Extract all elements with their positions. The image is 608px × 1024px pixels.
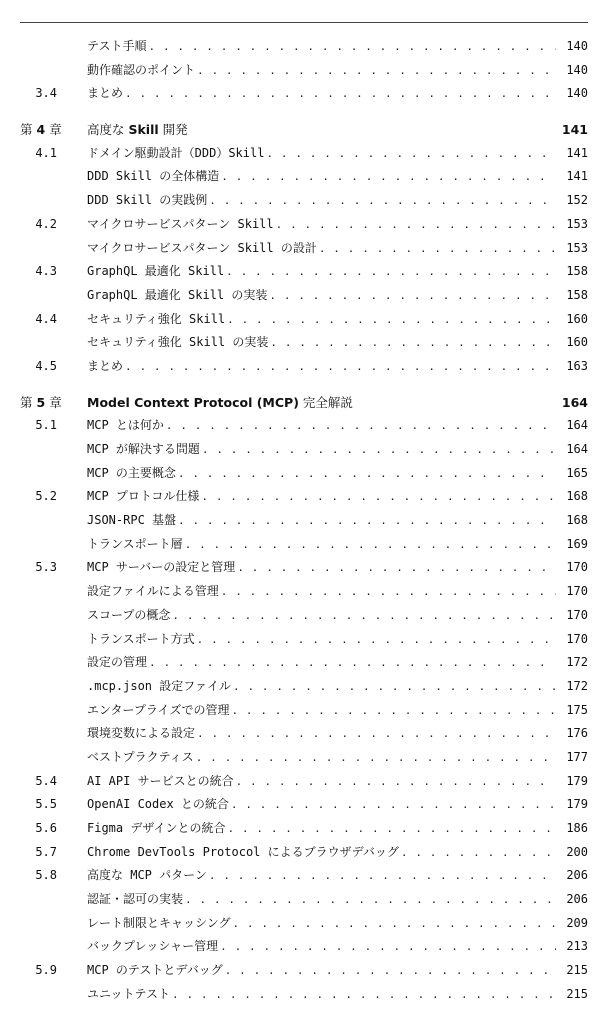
section-number: 4.2 bbox=[35, 216, 57, 231]
toc-subsection-row[interactable] bbox=[0, 746, 608, 770]
toc-section-row[interactable] bbox=[0, 770, 608, 794]
entry-title: MCP とは何か bbox=[87, 414, 166, 438]
page-number: 168 bbox=[556, 485, 588, 509]
page-number: 209 bbox=[556, 912, 588, 936]
toc-section-row[interactable] bbox=[0, 260, 608, 284]
dot-leader bbox=[149, 35, 556, 59]
dot-leader bbox=[231, 699, 556, 723]
dot-leader bbox=[226, 260, 556, 284]
page-number: 169 bbox=[556, 533, 588, 557]
toc-section-row[interactable] bbox=[0, 142, 608, 166]
entry-title: ドメイン駆動設計（DDD）Skill bbox=[87, 142, 266, 166]
toc-section-row[interactable] bbox=[0, 414, 608, 438]
page-number: 172 bbox=[556, 651, 588, 675]
dot-leader bbox=[172, 983, 556, 1007]
page-number: 179 bbox=[556, 770, 588, 794]
page-number: 168 bbox=[556, 509, 588, 533]
section-number: 4.4 bbox=[35, 311, 57, 326]
page-number: 179 bbox=[556, 793, 588, 817]
dot-leader bbox=[197, 59, 556, 83]
entry-title: マイクロサービスパターン Skill の設計 bbox=[87, 237, 319, 261]
dot-leader bbox=[236, 770, 556, 794]
section-number: 5.2 bbox=[35, 489, 57, 504]
page-number: 164 bbox=[556, 391, 588, 415]
page-number: 152 bbox=[556, 189, 588, 213]
chapter-title: Model Context Protocol (MCP) 完全解説 bbox=[87, 391, 355, 415]
toc-section-row[interactable] bbox=[0, 864, 608, 888]
page-number: 165 bbox=[556, 462, 588, 486]
entry-title: AI API サービスとの統合 bbox=[87, 770, 236, 794]
toc-subsection-row[interactable] bbox=[0, 888, 608, 912]
entry-title: MCP の主要概念 bbox=[87, 462, 178, 486]
toc-section-row[interactable] bbox=[0, 213, 608, 237]
page-number: 140 bbox=[556, 35, 588, 59]
toc-chapter-row[interactable] bbox=[0, 391, 608, 415]
section-number: 5.1 bbox=[35, 418, 57, 433]
entry-title: MCP のテストとデバッグ bbox=[87, 959, 225, 983]
entry-title: GraphQL 最適化 Skill の実装 bbox=[87, 284, 269, 308]
dot-leader bbox=[185, 888, 556, 912]
page-number: 177 bbox=[556, 746, 588, 770]
page-number: 158 bbox=[556, 260, 588, 284]
toc-section-row[interactable] bbox=[0, 485, 608, 509]
chapter-title: 高度な Skill 開発 bbox=[87, 118, 190, 142]
dot-leader bbox=[227, 308, 556, 332]
page-number: 215 bbox=[556, 959, 588, 983]
page-number: 200 bbox=[556, 841, 588, 865]
page-number: 158 bbox=[556, 284, 588, 308]
toc-section-row[interactable] bbox=[0, 355, 608, 379]
entry-title: .mcp.json 設定ファイル bbox=[87, 675, 233, 699]
toc-subsection-row[interactable] bbox=[0, 59, 608, 83]
dot-leader bbox=[125, 355, 556, 379]
section-number: 5.7 bbox=[35, 844, 57, 859]
toc-section-row[interactable] bbox=[0, 841, 608, 865]
dot-leader bbox=[166, 414, 556, 438]
page-number: 140 bbox=[556, 82, 588, 106]
toc-subsection-row[interactable] bbox=[0, 912, 608, 936]
toc-subsection-row[interactable] bbox=[0, 628, 608, 652]
entry-title: まとめ bbox=[87, 82, 125, 106]
entry-title: 設定ファイルによる管理 bbox=[87, 580, 221, 604]
dot-leader bbox=[178, 462, 556, 486]
toc-section-row[interactable] bbox=[0, 308, 608, 332]
dot-leader bbox=[178, 509, 556, 533]
toc-section-row[interactable] bbox=[0, 817, 608, 841]
entry-title: テスト手順 bbox=[87, 35, 149, 59]
entry-title: MCP サーバーの設定と管理 bbox=[87, 556, 237, 580]
dot-leader bbox=[185, 533, 556, 557]
page-number: 163 bbox=[556, 355, 588, 379]
toc-subsection-row[interactable] bbox=[0, 237, 608, 261]
entry-title: バックプレッシャー管理 bbox=[87, 935, 220, 959]
dot-leader bbox=[220, 935, 556, 959]
dot-leader bbox=[201, 485, 556, 509]
entry-title: セキュリティ強化 Skill の実装 bbox=[87, 331, 270, 355]
dot-leader bbox=[319, 237, 556, 261]
toc-subsection-row[interactable] bbox=[0, 675, 608, 699]
dot-leader bbox=[197, 628, 556, 652]
top-rule bbox=[20, 22, 588, 23]
toc-subsection-row[interactable] bbox=[0, 509, 608, 533]
page-number: 164 bbox=[556, 414, 588, 438]
toc-subsection-row[interactable] bbox=[0, 651, 608, 675]
page-number: 141 bbox=[556, 118, 588, 142]
page-number: 140 bbox=[556, 59, 588, 83]
entry-title: OpenAI Codex との統合 bbox=[87, 793, 231, 817]
toc-subsection-row[interactable] bbox=[0, 699, 608, 723]
page-number: 206 bbox=[556, 864, 588, 888]
page-number: 153 bbox=[556, 237, 588, 261]
dot-leader bbox=[225, 959, 556, 983]
section-number: 5.4 bbox=[35, 773, 57, 788]
dot-leader bbox=[221, 165, 556, 189]
dot-leader bbox=[149, 651, 556, 675]
toc-subsection-row[interactable] bbox=[0, 580, 608, 604]
dot-leader bbox=[209, 864, 556, 888]
page-number: 164 bbox=[556, 438, 588, 462]
entry-title: レート制限とキャッシング bbox=[87, 912, 232, 936]
page-number: 160 bbox=[556, 331, 588, 355]
section-number: 5.9 bbox=[35, 963, 57, 978]
chapter-number: 第 5 章 bbox=[20, 394, 62, 410]
entry-title: ベストプラクティス bbox=[87, 746, 196, 770]
dot-leader bbox=[221, 580, 556, 604]
dot-leader bbox=[228, 817, 556, 841]
entry-title: Figma デザインとの統合 bbox=[87, 817, 228, 841]
entry-title: まとめ bbox=[87, 355, 125, 379]
entry-title: スコープの概念 bbox=[87, 604, 172, 628]
toc-subsection-row[interactable] bbox=[0, 983, 608, 1007]
toc-subsection-row[interactable] bbox=[0, 438, 608, 462]
dot-leader bbox=[276, 213, 556, 237]
dot-leader bbox=[266, 142, 556, 166]
toc-subsection-row[interactable] bbox=[0, 533, 608, 557]
dot-leader bbox=[209, 189, 556, 213]
dot-leader bbox=[270, 331, 556, 355]
toc-subsection-row[interactable] bbox=[0, 462, 608, 486]
entry-title: エンタープライズでの管理 bbox=[87, 699, 231, 723]
dot-leader bbox=[232, 912, 556, 936]
section-number: 4.1 bbox=[35, 145, 57, 160]
dot-leader bbox=[197, 722, 556, 746]
toc-subsection-row[interactable] bbox=[0, 35, 608, 59]
section-number: 5.5 bbox=[35, 797, 57, 812]
section-number: 4.5 bbox=[35, 358, 57, 373]
chapter-number: 第 4 章 bbox=[20, 122, 62, 138]
toc-subsection-row[interactable] bbox=[0, 604, 608, 628]
dot-leader bbox=[233, 675, 556, 699]
entry-title: 高度な MCP パターン bbox=[87, 864, 209, 888]
dot-leader bbox=[237, 556, 556, 580]
entry-title: 環境変数による設定 bbox=[87, 722, 197, 746]
page-number: 141 bbox=[556, 142, 588, 166]
entry-title: トランスポート層 bbox=[87, 533, 185, 557]
toc-subsection-row[interactable] bbox=[0, 189, 608, 213]
dot-leader bbox=[269, 284, 556, 308]
page-number: 172 bbox=[556, 675, 588, 699]
entry-title: ユニットテスト bbox=[87, 983, 172, 1007]
entry-title: MCP プロトコル仕様 bbox=[87, 485, 201, 509]
section-number: 5.3 bbox=[35, 560, 57, 575]
entry-title: GraphQL 最適化 Skill bbox=[87, 260, 226, 284]
entry-title: 動作確認のポイント bbox=[87, 59, 197, 83]
page-number: 170 bbox=[556, 628, 588, 652]
toc-section-row[interactable] bbox=[0, 82, 608, 106]
page-number: 176 bbox=[556, 722, 588, 746]
section-number: 3.4 bbox=[35, 86, 57, 101]
entry-title: トランスポート方式 bbox=[87, 628, 197, 652]
dot-leader bbox=[125, 82, 556, 106]
toc-section-row[interactable] bbox=[0, 959, 608, 983]
dot-leader bbox=[196, 746, 556, 770]
entry-title: 認証・認可の実装 bbox=[87, 888, 185, 912]
entry-title: セキュリティ強化 Skill bbox=[87, 308, 227, 332]
page-number: 175 bbox=[556, 699, 588, 723]
page-number: 153 bbox=[556, 213, 588, 237]
dot-leader bbox=[172, 604, 556, 628]
entry-title: MCP が解決する問題 bbox=[87, 438, 202, 462]
page-number: 215 bbox=[556, 983, 588, 1007]
dot-leader bbox=[231, 793, 556, 817]
entry-title: Chrome DevTools Protocol によるブラウザデバッグ bbox=[87, 841, 401, 865]
dot-leader bbox=[202, 438, 556, 462]
toc-section-row[interactable] bbox=[0, 793, 608, 817]
entry-title: マイクロサービスパターン Skill bbox=[87, 213, 276, 237]
toc-subsection-row[interactable] bbox=[0, 165, 608, 189]
entry-title: 設定の管理 bbox=[87, 651, 149, 675]
toc-subsection-row[interactable] bbox=[0, 331, 608, 355]
page-number: 141 bbox=[556, 165, 588, 189]
toc-subsection-row[interactable] bbox=[0, 935, 608, 959]
page-number: 213 bbox=[556, 935, 588, 959]
toc-section-row[interactable] bbox=[0, 556, 608, 580]
table-of-contents bbox=[0, 35, 608, 1007]
section-number: 5.8 bbox=[35, 868, 57, 883]
entry-title: DDD Skill の実践例 bbox=[87, 189, 209, 213]
page-number: 206 bbox=[556, 888, 588, 912]
page-number: 160 bbox=[556, 308, 588, 332]
page-number: 170 bbox=[556, 580, 588, 604]
page-number: 170 bbox=[556, 556, 588, 580]
section-number: 4.3 bbox=[35, 264, 57, 279]
toc-subsection-row[interactable] bbox=[0, 722, 608, 746]
toc-chapter-row[interactable] bbox=[0, 118, 608, 142]
page-number: 186 bbox=[556, 817, 588, 841]
page-number: 170 bbox=[556, 604, 588, 628]
entry-title: JSON-RPC 基盤 bbox=[87, 509, 178, 533]
section-number: 5.6 bbox=[35, 821, 57, 835]
entry-title: DDD Skill の全体構造 bbox=[87, 165, 221, 189]
toc-subsection-row[interactable] bbox=[0, 284, 608, 308]
dot-leader bbox=[401, 841, 556, 865]
